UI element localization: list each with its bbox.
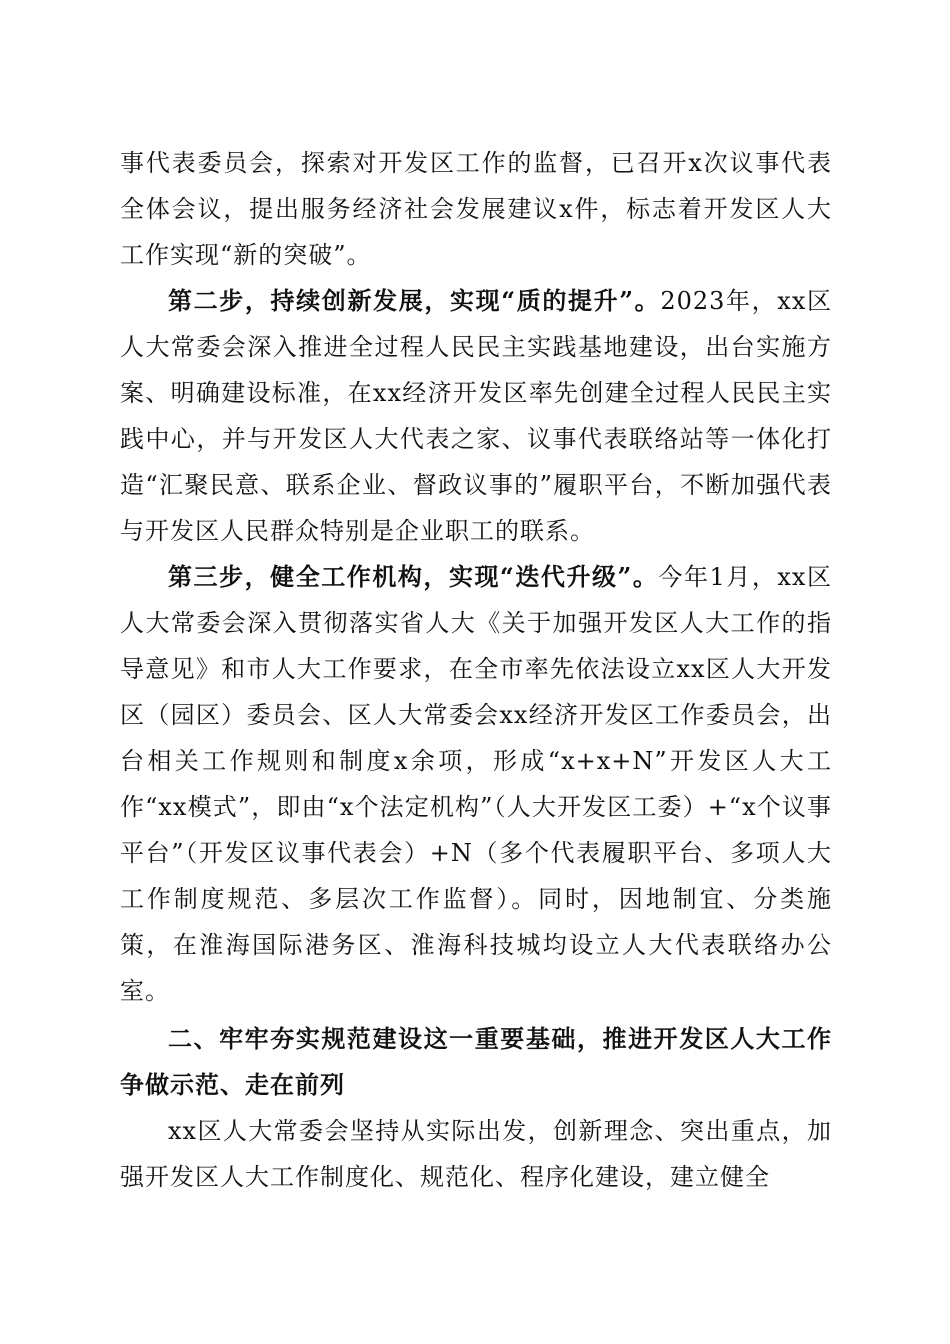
document-body bbox=[120, 140, 832, 1200]
step-three-body: 今年1月，xx区人大常委会深入贯彻落实省人大《关于加强开发区人大工作的指导意见》和市人大工作要求，在全市率先依法设立xx区人大开发区（园区）委员会、区人大常委会xx经济开发区工作委员会，出台相关工作规则和制度x余项，形成“x+x+N”开发区人大工作“xx模式”，即由“x个法定机构”（人大开发区工委）+“x个议事平台”（开发区议事代表会）+N（多个代表履职平台、多项人大工作制度规范、多层次工作监督）。同时，因地制宜、分类施策，在淮海国际港务区、淮海科技城均设立人大代表联络办公室。 bbox=[120, 563, 833, 1005]
paragraph-step-two bbox=[120, 278, 832, 554]
paragraph-continuation: 事代表委员会，探索对开发区工作的监督，已召开x次议事代表全体会议，提出服务经济社会发展建议x件，标志着开发区人大工作实现“新的突破”。 bbox=[120, 149, 832, 269]
section-heading-two: 二、牢牢夯实规范建设这一重要基础，推进开发区人大工作争做示范、走在前列 bbox=[120, 1025, 832, 1099]
paragraph-section-two-intro: xx区人大常委会坚持从实际出发，创新理念、突出重点，加强开发区人大工作制度化、规范化、程序化建设，建立健全 bbox=[120, 1117, 832, 1191]
paragraph-step-three bbox=[120, 554, 832, 1014]
step-two-body: 2023年，xx区人大常委会深入推进全过程人民民主实践基地建设，出台实施方案、明确建设标准，在xx经济开发区率先创建全过程人民民主实践中心，并与开发区人大代表之家、议事代表联络站等一体化打造“汇聚民意、联系企业、督政议事的”履职平台，不断加强代表与开发区人民群众特别是企业职工的联系。 bbox=[120, 287, 832, 545]
step-three-lead: 第三步，健全工作机构，实现“迭代升级”。 bbox=[168, 562, 659, 591]
step-two-lead: 第二步，持续创新发展，实现“质的提升”。 bbox=[168, 286, 661, 315]
